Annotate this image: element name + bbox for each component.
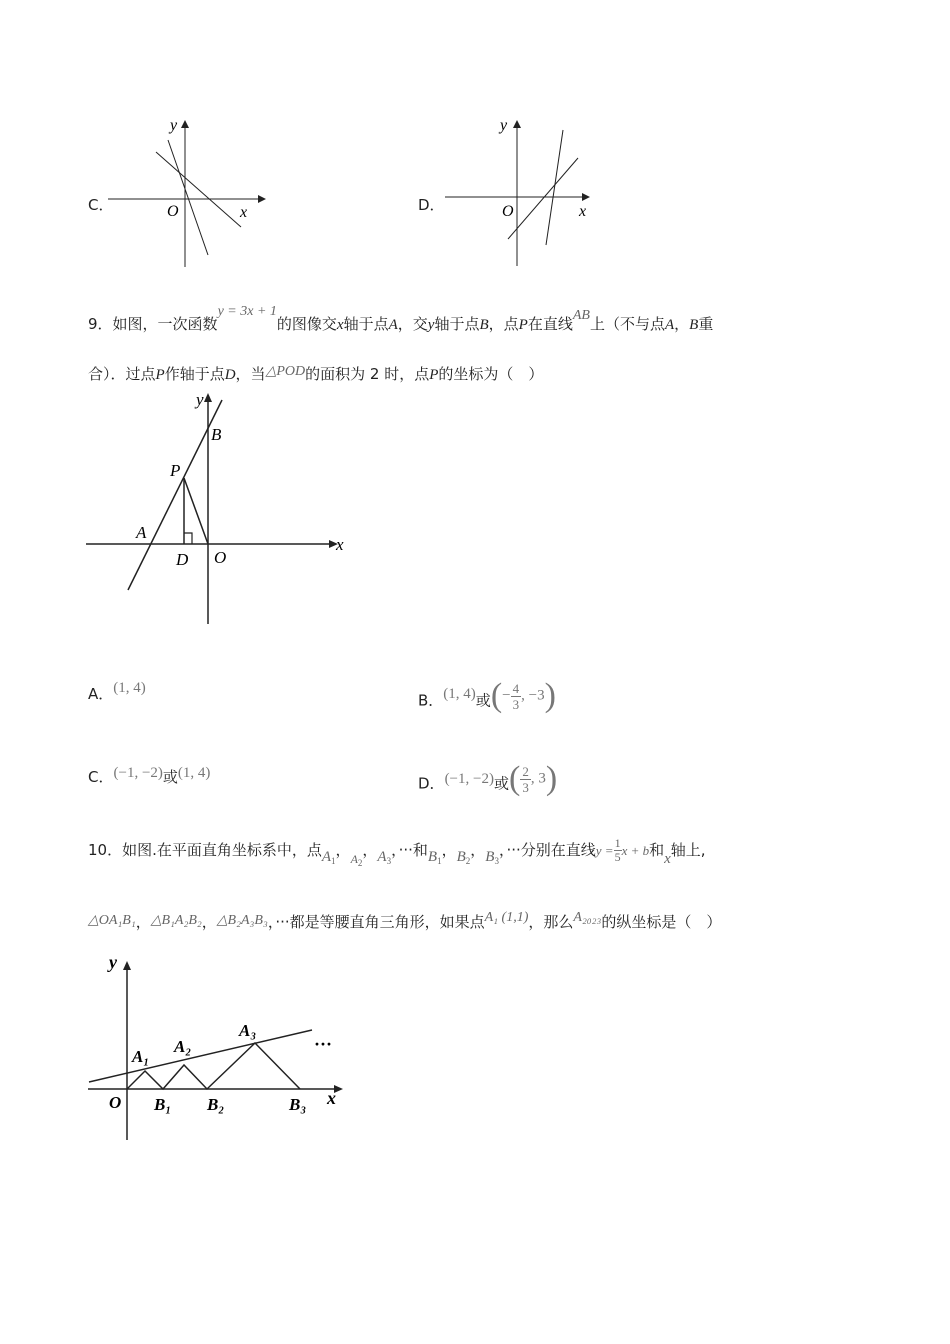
q9-number: 9． <box>88 315 113 333</box>
fig9-d-label: D <box>176 550 189 569</box>
graph-c-y-label: y <box>170 117 178 134</box>
graph-c-x-label: x <box>240 204 248 221</box>
q9-stem-line1: 9．如图，一次函数y = 3x + 1的图像交x轴于点A，交y轴于点B，点P在直线AB上（不与点A，B重 <box>88 304 714 333</box>
q8-option-c-label: C． <box>88 196 114 214</box>
q10-a2023: A₂₀₂₃ <box>573 910 602 925</box>
q9-b-fraction-den: 3 <box>512 696 520 712</box>
fig10-o-label: O <box>109 1093 122 1112</box>
q10-stem-line1: 10．如图.在平面直角坐标系中，点$A_1$，$_{A_2}$，$A_3$，···和$B_1$，$B_2$，$B_3$，···分别在直线y = $\frac{1}{5}$ x + b和x轴上, <box>88 836 706 868</box>
q8-option-d-label: D． <box>418 196 445 214</box>
q9-b-fraction-num: 4 <box>512 680 520 696</box>
q10-number: 10． <box>88 841 123 859</box>
fig10-y-label: y <box>109 952 117 972</box>
fig9-p-label: P <box>170 461 181 480</box>
fig10-x-label: x <box>327 1088 336 1108</box>
q10-eq-num: 1 <box>614 836 621 850</box>
fig9-y-label: y <box>196 390 204 409</box>
fig9-a-label: A <box>136 523 147 542</box>
q9-option-b[interactable]: B．(1, 4)或(− $\frac{4}{3}$ , −3) <box>418 677 556 714</box>
graph-d-x-label: x <box>579 203 587 220</box>
q9-line-ab: AB <box>572 308 590 323</box>
fig10-a2-label: A₂ <box>174 1037 192 1056</box>
graph-c-origin-label: O <box>167 203 179 220</box>
fig9-b-label: B <box>211 425 222 444</box>
q9-stem-line2: 合）．过点P作轴于点D，当△POD的面积为 2 时，点P的坐标为（ ） <box>88 364 544 383</box>
q10-point-a1: A₁ (1,1) <box>484 910 529 925</box>
q9-formula: y = 3x + 1 <box>217 304 277 319</box>
graph-d-origin-label: O <box>502 203 514 220</box>
fig10-b2-label: B₂ <box>207 1095 225 1114</box>
q8-graph-c <box>108 112 278 272</box>
q9-figure <box>84 388 354 628</box>
q9-option-c[interactable]: C．(−1, −2)或(1, 4) <box>88 765 211 786</box>
q10-tri1: △OA₁B₁ <box>88 913 136 928</box>
q8-graph-d <box>440 112 600 272</box>
q9-option-d[interactable]: D．(−1, −2)或( $\frac{2}{3}$ , 3) <box>418 760 558 797</box>
q10-tri3: △B₂A₃B₃ <box>216 913 268 928</box>
q9-option-a[interactable]: A．(1, 4) <box>88 680 146 703</box>
q10-eq-den: 5 <box>614 850 621 864</box>
fig9-o-label: O <box>214 548 227 567</box>
q9-triangle-pod: △POD <box>265 364 306 379</box>
fig9-x-label: x <box>336 535 344 554</box>
q9-d-fraction-den: 3 <box>522 779 529 795</box>
q9-d-fraction-num: 2 <box>522 763 529 779</box>
fig10-b3-label: B₃ <box>289 1095 307 1114</box>
graph-d-y-label: y <box>500 117 508 134</box>
q10-tri2: △B₁A₂B₂ <box>150 913 202 928</box>
fig10-a3-label: A₃ <box>239 1021 257 1040</box>
q10-stem-line2: △OA₁B₁，△B₁A₂B₂，△B₂A₃B₃，···都是等腰直角三角形，如果点A₁ (1,1)，那么A₂₀₂₃的纵坐标是（ ） <box>88 910 722 931</box>
fig10-ellipsis: ··· <box>314 1034 333 1054</box>
q10-figure <box>84 948 354 1148</box>
fig10-b1-label: B₁ <box>154 1095 172 1114</box>
fig10-a1-label: A₁ <box>132 1047 150 1066</box>
